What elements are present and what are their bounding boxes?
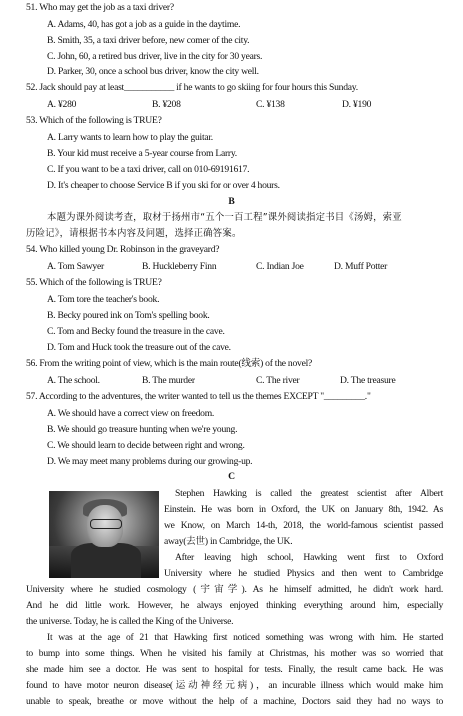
question-51-option-d: D. Parker, 30, once a school bus driver, know the city well. <box>47 66 259 77</box>
passage-c-p2-line-4: And he did little work. However, he always enjoyed thinking everything around him, especially <box>26 600 443 611</box>
passage-c-p2-line-5: the universe. Today, he is called the King of the Universe. <box>26 616 234 627</box>
section-b-heading: B <box>228 196 235 207</box>
question-53-option-d: D. It's cheaper to choose Service B if you ski for or over 4 hours. <box>47 180 280 191</box>
question-51-stem: 51. Who may get the job as a taxi driver? <box>26 2 174 13</box>
question-52-option-b: B. ¥208 <box>152 99 181 110</box>
section-b-intro-line-2: 历险记》，请根据书本内容及问题，选择正确答案。 <box>26 228 242 239</box>
question-55-stem: 55. Which of the following is TRUE? <box>26 277 162 288</box>
question-54-option-a: A. Tom Sawyer <box>47 261 104 272</box>
passage-c-p2-line-3: University where he studied cosmology (宇宙学). As he himself admitted, he didn't work hard. <box>26 584 443 595</box>
question-54-stem: 54. Who killed young Dr. Robinson in the graveyard? <box>26 244 220 255</box>
stephen-hawking-photo <box>49 491 159 578</box>
passage-c-p2-line-2: University where he studied Physics and then went to Cambridge <box>164 568 443 579</box>
passage-c-p3-line-5: unable to speak, breathe or move without the help of a machine, Doctors said they had no ways to <box>26 696 443 707</box>
question-57-option-a: A. We should have a correct view on freedom. <box>47 408 215 419</box>
question-54-option-b: B. Huckleberry Finn <box>142 261 217 272</box>
question-57-option-c: C. We should learn to decide between right and wrong. <box>47 440 245 451</box>
passage-c-p1-line-1: Stephen Hawking is called the greatest scientist after Albert <box>175 488 443 499</box>
question-57-option-d: D. We may meet many problems during our growing-up. <box>47 456 253 467</box>
passage-c-p3-line-2: to bump into some things. When he visited his family at Christmas, his mother was so worried that <box>26 648 443 659</box>
question-57-stem: 57. According to the adventures, the writer wanted to tell us the themes EXCEPT "_________." <box>26 391 371 402</box>
passage-c-p1-line-3: we Know, on March 14-th, 2018, the world-famous scientist passed <box>164 520 443 531</box>
question-56-option-d: D. The treasure <box>340 375 396 386</box>
question-55-option-d: D. Tom and Huck took the treasure out of the cave. <box>47 342 231 353</box>
passage-c-p3-line-3: she made him see a doctor. He was sent to hospital for tests. Finally, the result came back. He was <box>26 664 443 675</box>
question-55-option-a: A. Tom tore the teacher's book. <box>47 294 160 305</box>
question-54-option-d: D. Muff Potter <box>334 261 388 272</box>
question-57-option-b: B. We should go treasure hunting when we're young. <box>47 424 238 435</box>
passage-c-p3-line-4: found to have motor neuron disease(运动神经元病)，an incurable illness which would make him <box>26 680 443 691</box>
question-55-option-b: B. Becky poured ink on Tom's spelling book. <box>47 310 210 321</box>
question-56-option-b: B. The murder <box>142 375 195 386</box>
question-52-option-c: C. ¥138 <box>256 99 285 110</box>
question-53-option-c: C. If you want to be a taxi driver, call on 010-69191617. <box>47 164 250 175</box>
question-52-option-d: D. ¥190 <box>342 99 372 110</box>
passage-c-p1-line-2: Einstein. He was born in Oxford, the UK on January 8th, 1942. As <box>164 504 443 515</box>
section-c-heading: C <box>228 471 235 482</box>
question-56-stem: 56. From the writing point of view, which is the main route(线索) of the novel? <box>26 358 313 369</box>
passage-c-p1-line-4: away(去世) in Cambridge, the UK. <box>164 536 293 547</box>
question-52-option-a: A. ¥280 <box>47 99 77 110</box>
question-52-stem: 52. Jack should pay at least___________ if he wants to go skiing for four hours this Sunday. <box>26 82 358 93</box>
section-b-intro-line-1: 本题为课外阅读考查，取材于扬州市“五个一百工程”课外阅读指定书目《汤姆，索亚 <box>47 212 402 223</box>
question-56-option-a: A. The school. <box>47 375 100 386</box>
question-51-option-a: A. Adams, 40, has got a job as a guide in the daytime. <box>47 19 241 30</box>
passage-c-p3-line-1: It was at the age of 21 that Hawking first noticed something was wrong with him. He started <box>47 632 443 643</box>
question-53-stem: 53. Which of the following is TRUE? <box>26 115 162 126</box>
question-55-option-c: C. Tom and Becky found the treasure in the cave. <box>47 326 225 337</box>
question-53-option-a: A. Larry wants to learn how to play the guitar. <box>47 132 213 143</box>
question-56-option-c: C. The river <box>256 375 300 386</box>
question-53-option-b: B. Your kid must receive a 5-year course from Larry. <box>47 148 237 159</box>
question-51-option-b: B. Smith, 35, a taxi driver before, new comer of the city. <box>47 35 250 46</box>
passage-c-p2-line-1: After leaving high school, Hawking went first to Oxford <box>175 552 443 563</box>
question-51-option-c: C. John, 60, a retired bus driver, live in the city for 30 years. <box>47 51 263 62</box>
question-54-option-c: C. Indian Joe <box>256 261 304 272</box>
